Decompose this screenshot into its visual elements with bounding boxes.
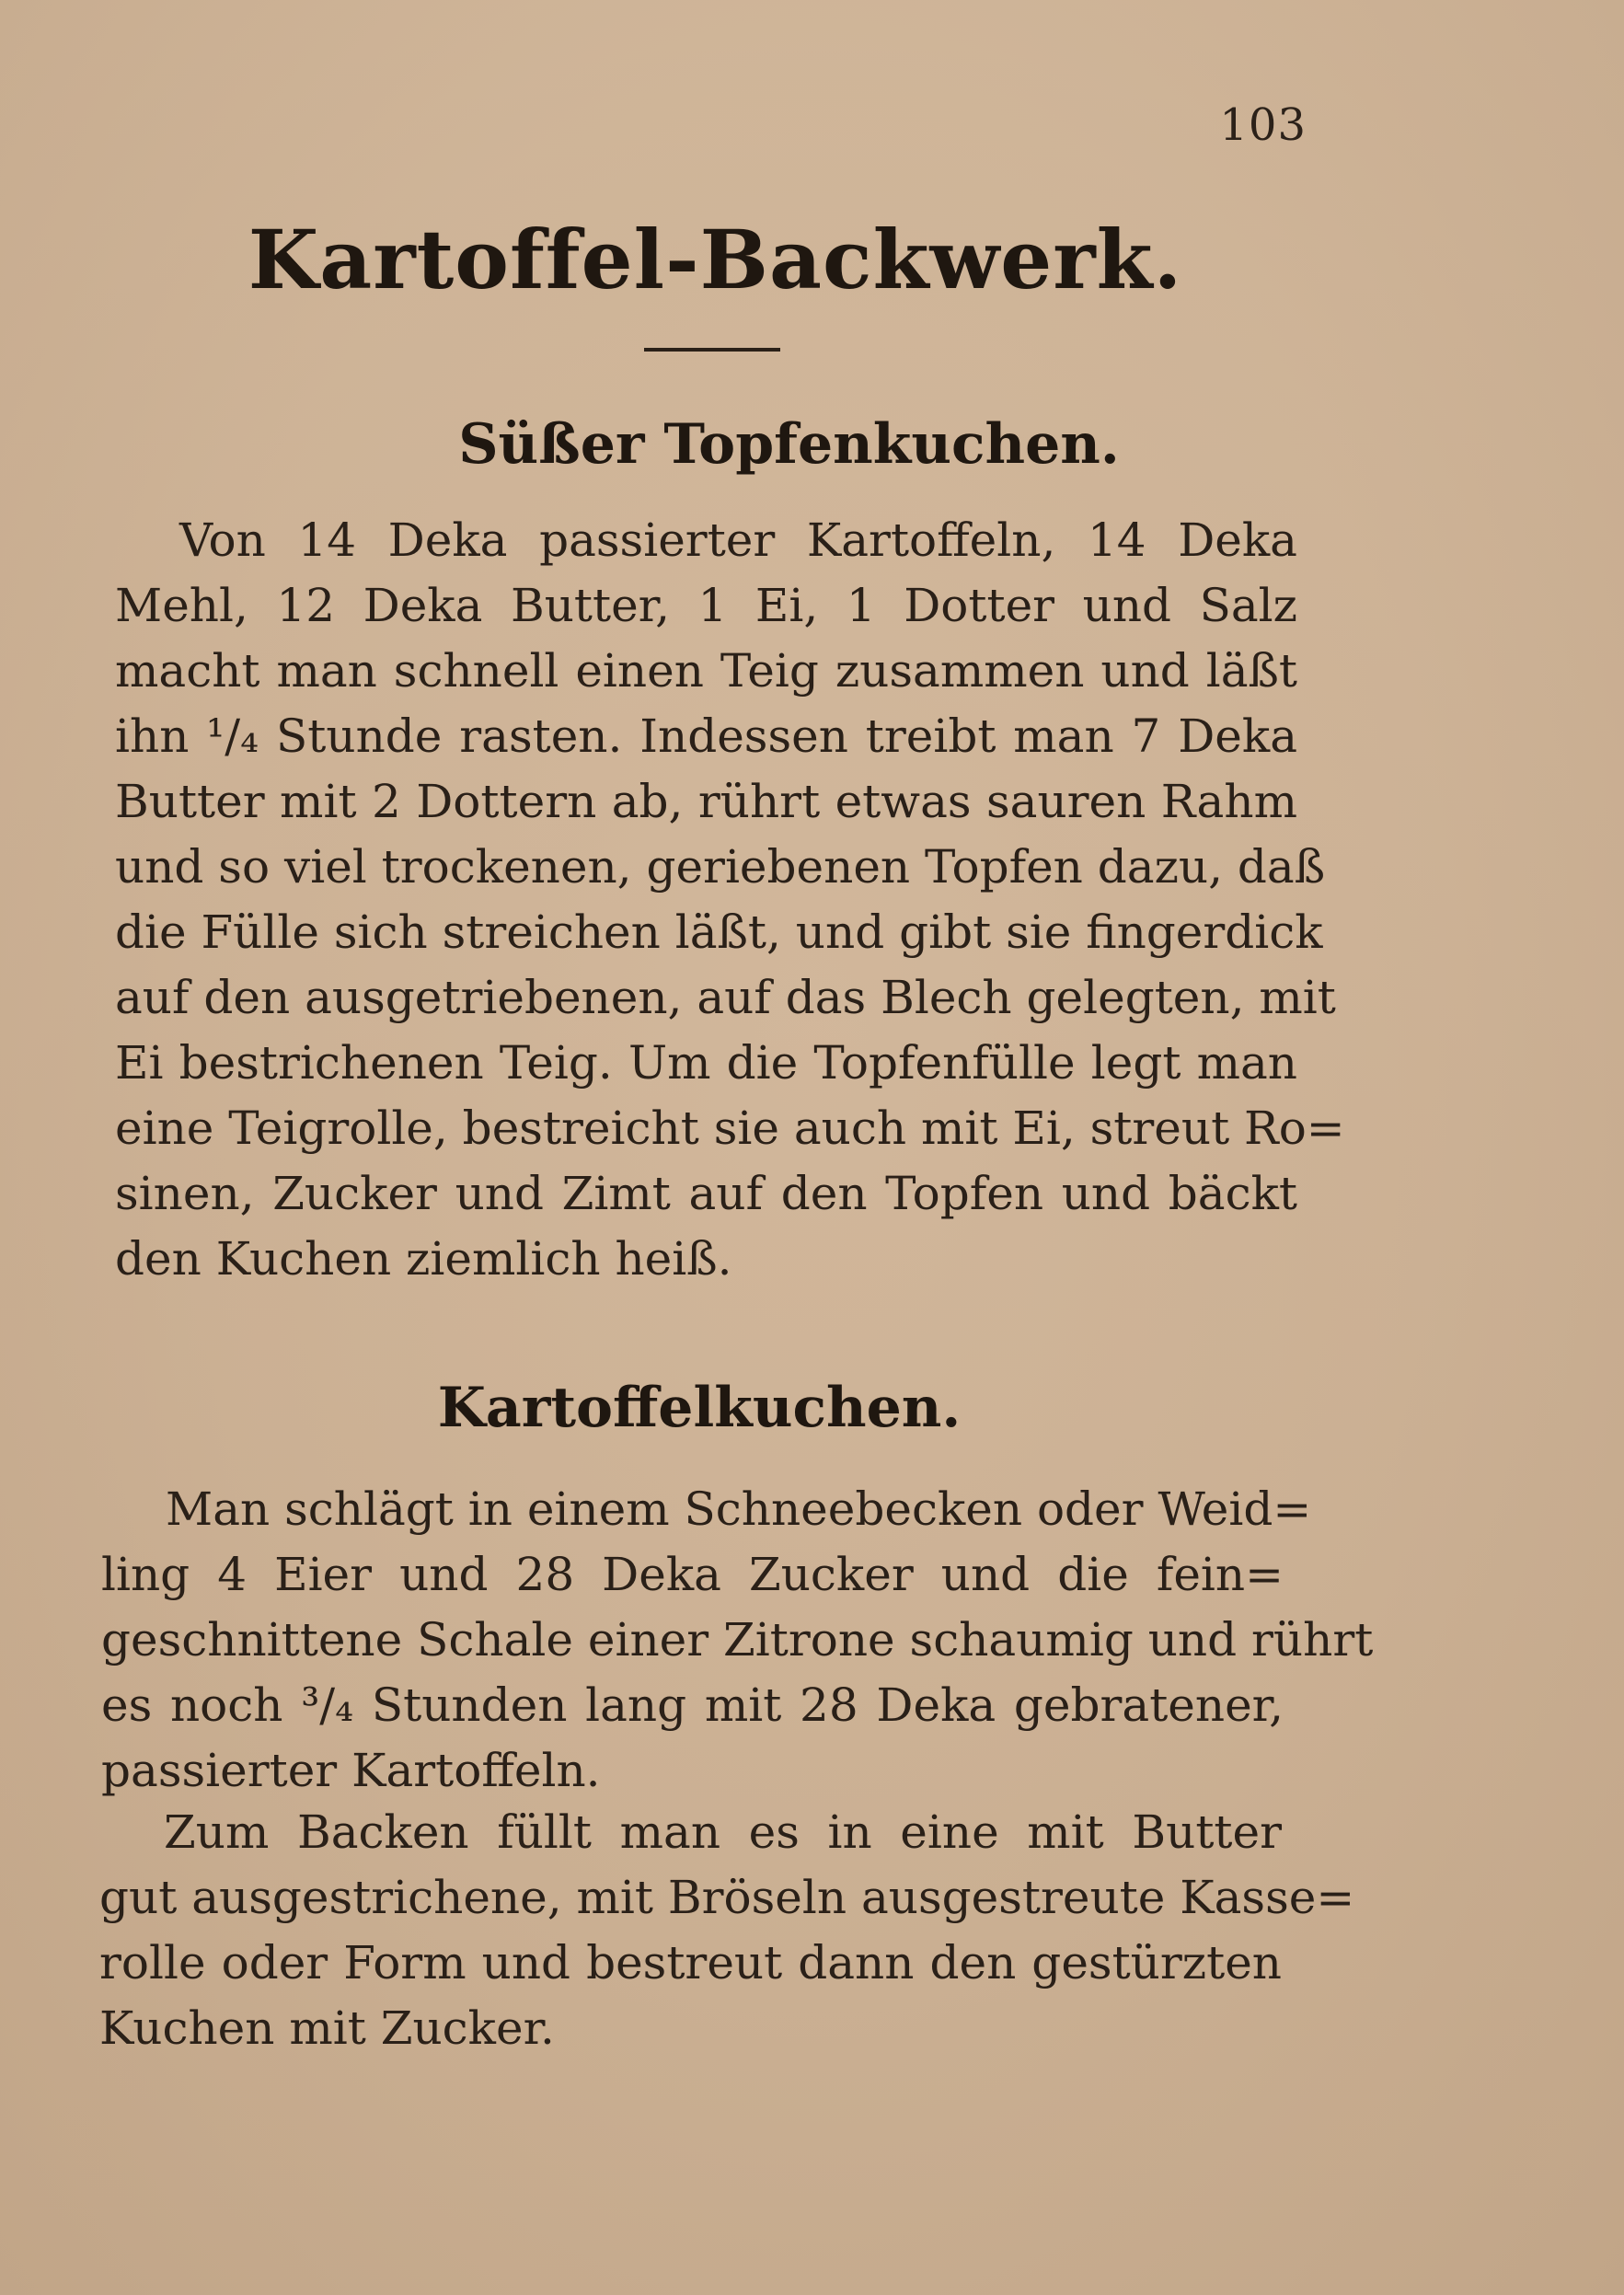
- recipe-paragraph: [101, 1477, 1374, 1804]
- chapter-title: Kartoffel-Backwerk.: [248, 212, 1183, 307]
- recipe-paragraph: [99, 1800, 1355, 2061]
- text-line: rolle oder Form und bestreut dann den gestürzten: [99, 1936, 1282, 1989]
- text-line: Butter mit 2 Dottern ab, rührt etwas sauren Rahm: [115, 775, 1297, 828]
- text-line: Mehl, 12 Deka Butter, 1 Ei, 1 Dotter und Salz: [115, 579, 1297, 632]
- text-line: Zum Backen füllt man es in eine mit Butter: [164, 1805, 1282, 1859]
- recipe-paragraph: [115, 508, 1345, 1292]
- text-line: Von 14 Deka passierter Kartoffeln, 14 Deka: [179, 513, 1297, 567]
- text-line: eine Teigrolle, bestreicht sie auch mit Ei, streut Ro=: [115, 1101, 1345, 1155]
- page-number: 103: [1219, 99, 1307, 151]
- text-line: ihn ¹/₄ Stunde rasten. Indessen treibt man 7 Deka: [115, 709, 1297, 763]
- title-divider: [644, 348, 780, 352]
- text-line: Man schlägt in einem Schneebecken oder Weid=: [166, 1482, 1312, 1536]
- text-line: auf den ausgetriebenen, auf das Blech gelegten, mit: [115, 971, 1336, 1024]
- text-line: ling 4 Eier und 28 Deka Zucker und die fein=: [101, 1548, 1284, 1601]
- text-line: den Kuchen ziemlich heiß.: [115, 1232, 732, 1286]
- text-line: die Fülle sich streichen läßt, und gibt sie fingerdick: [115, 905, 1323, 959]
- text-line: und so viel trockenen, geriebenen Topfen dazu, daß: [115, 840, 1326, 894]
- text-line: gut ausgestrichene, mit Bröseln ausgestreute Kasse=: [99, 1871, 1355, 1924]
- text-line: Ei bestrichenen Teig. Um die Topfenfülle legt man: [115, 1036, 1297, 1090]
- section-heading: Kartoffelkuchen.: [437, 1376, 962, 1440]
- text-line: geschnittene Schale einer Zitrone schaumig und rührt: [101, 1613, 1374, 1666]
- text-line: macht man schnell einen Teig zusammen und läßt: [115, 644, 1297, 698]
- text-line: sinen, Zucker und Zimt auf den Topfen und bäckt: [115, 1167, 1297, 1220]
- text-line: passierter Kartoffeln.: [101, 1744, 601, 1797]
- text-line: Kuchen mit Zucker.: [99, 2001, 555, 2055]
- section-heading: Süßer Topfenkuchen.: [458, 412, 1120, 477]
- text-line: es noch ³/₄ Stunden lang mit 28 Deka gebratener,: [101, 1678, 1284, 1732]
